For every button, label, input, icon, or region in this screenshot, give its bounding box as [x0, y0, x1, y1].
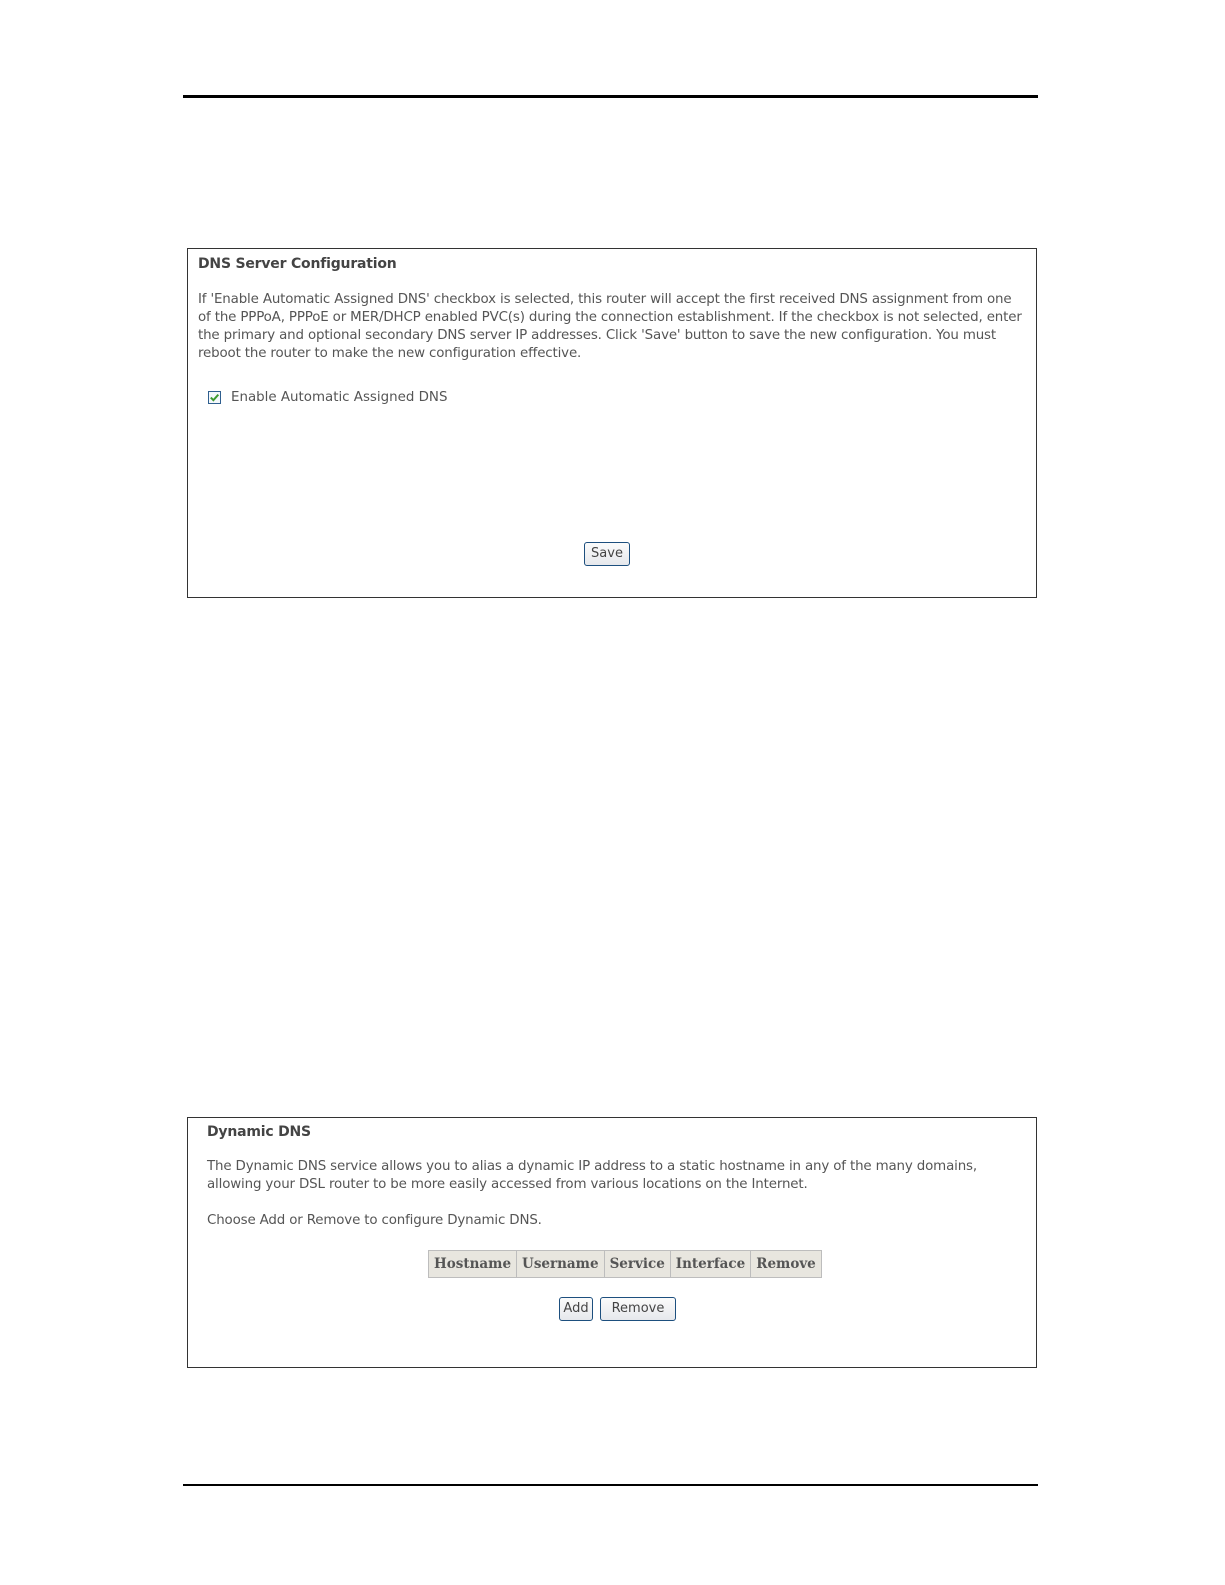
dynamic-dns-table: [428, 1250, 822, 1278]
dynamic-dns-instruction: Choose Add or Remove to configure Dynamic DNS.: [207, 1213, 542, 1228]
column-header-interface: Interface: [670, 1251, 750, 1278]
dns-server-title: DNS Server Configuration: [198, 256, 397, 272]
save-button[interactable]: Save: [584, 542, 630, 566]
dns-server-description: If 'Enable Automatic Assigned DNS' checkbox is selected, this router will accept the first received DNS assignment from one of the PPPoA, PPPoE or MER/DHCP enabled PVC(s) during the connection establishment. If the checkbox is not selected, enter the primary and optional secondary DNS server IP addresses. Click 'Save' button to save the new configuration. You must reboot the router to make the new configuration effective.: [198, 292, 1022, 361]
top-rule: [183, 95, 1038, 98]
table-header-row: [429, 1251, 822, 1278]
check-mark-icon: [209, 392, 220, 403]
auto-dns-row: [208, 390, 447, 405]
bottom-rule: [183, 1484, 1038, 1486]
dynamic-dns-panel: [187, 1117, 1037, 1368]
add-button[interactable]: Add: [559, 1297, 593, 1321]
auto-dns-label: Enable Automatic Assigned DNS: [231, 390, 448, 405]
dynamic-dns-description: The Dynamic DNS service allows you to alias a dynamic IP address to a static hostname in any of the many domains, allowing your DSL router to be more easily accessed from various locations on the Internet.: [207, 1159, 977, 1192]
column-header-username: Username: [517, 1251, 605, 1278]
auto-dns-checkbox[interactable]: [208, 391, 221, 404]
dynamic-dns-title: Dynamic DNS: [207, 1124, 311, 1140]
remove-button[interactable]: Remove: [600, 1297, 676, 1321]
column-header-service: Service: [604, 1251, 670, 1278]
column-header-hostname: Hostname: [429, 1251, 517, 1278]
dns-server-panel: [187, 248, 1037, 598]
column-header-remove: Remove: [751, 1251, 822, 1278]
